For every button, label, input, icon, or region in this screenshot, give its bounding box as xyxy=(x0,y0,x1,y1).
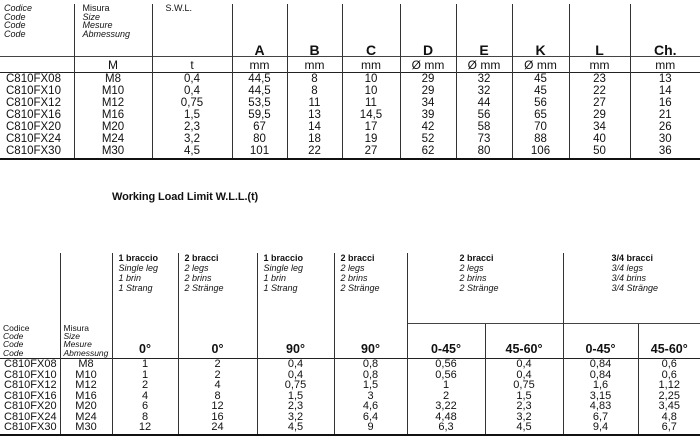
table-row xyxy=(0,422,700,435)
value-cell: 52 xyxy=(400,133,456,145)
value-cell: 21 xyxy=(630,109,700,121)
value-cell: 0,4 xyxy=(257,370,334,381)
dimensions-table xyxy=(0,4,700,160)
value-cell: 1 xyxy=(407,380,485,391)
value-cell: 27 xyxy=(342,145,400,159)
col-header-l: L xyxy=(569,4,630,57)
leg-header-6 xyxy=(563,253,700,324)
value-cell: 2,3 xyxy=(257,401,334,412)
value-cell: 4,5 xyxy=(152,145,232,159)
codice-label: Codice xyxy=(3,322,30,333)
value-cell: 6 xyxy=(112,401,178,412)
leg-header-3 xyxy=(257,253,334,324)
unit-cell: M xyxy=(74,57,152,73)
value-cell: 58 xyxy=(456,121,512,133)
value-cell: 19 xyxy=(342,133,400,145)
value-cell: 13 xyxy=(287,109,342,121)
value-cell: 16 xyxy=(630,97,700,109)
table-row xyxy=(0,133,700,145)
value-cell: 80 xyxy=(232,133,287,145)
mesure-label: Mesure xyxy=(82,20,113,31)
value-cell: 0,56 xyxy=(407,370,485,381)
abmessung-label: Abmessung xyxy=(63,347,109,358)
table-row xyxy=(0,109,700,121)
code-cell: C810FX12 xyxy=(4,379,57,392)
leg-line: 3/4 brins xyxy=(611,273,647,283)
size-cell: M30 xyxy=(60,422,112,435)
value-cell: 0,4 xyxy=(152,85,232,97)
value-cell: 4 xyxy=(112,391,178,402)
value-cell: 3,15 xyxy=(563,391,638,402)
misura-header xyxy=(74,4,152,57)
leg-line: 2 brins xyxy=(459,273,487,283)
table-row xyxy=(0,359,700,370)
value-cell: 8 xyxy=(178,391,257,402)
col-header-ch: Ch. xyxy=(630,4,700,57)
value-cell: 45 xyxy=(512,73,569,86)
value-cell: 32 xyxy=(456,85,512,97)
value-cell: 29 xyxy=(400,73,456,86)
unit-cell: Ø mm xyxy=(512,57,569,73)
value-cell: 53,5 xyxy=(232,97,287,109)
value-cell: 0,75 xyxy=(257,380,334,391)
value-cell: 0,84 xyxy=(563,359,638,370)
codice-header xyxy=(0,4,74,57)
value-cell: 23 xyxy=(569,73,630,86)
value-cell: 0,84 xyxy=(563,370,638,381)
value-cell: 9 xyxy=(334,422,407,435)
value-cell: 62 xyxy=(400,145,456,159)
unit-cell: mm xyxy=(630,57,700,73)
size-cell: M8 xyxy=(60,359,112,370)
value-cell: 9,4 xyxy=(563,422,638,435)
value-cell: 2 xyxy=(178,370,257,381)
codice-label: Codice xyxy=(4,3,33,13)
leg-line: 1 brin xyxy=(118,273,142,283)
value-cell: 34 xyxy=(569,121,630,133)
size-cell: M10 xyxy=(74,85,152,97)
col-header-c: C xyxy=(342,4,400,57)
size-cell: M16 xyxy=(60,391,112,402)
value-cell: 12 xyxy=(112,422,178,435)
value-cell: 8 xyxy=(112,412,178,423)
value-cell: 0,56 xyxy=(407,359,485,370)
leg-line: 3/4 Stränge xyxy=(611,283,659,293)
size-cell: M8 xyxy=(74,73,152,86)
code-cell: C810FX16 xyxy=(4,389,57,402)
size-label: Size xyxy=(82,11,101,22)
value-cell: 3,22 xyxy=(407,401,485,412)
value-cell: 56 xyxy=(456,109,512,121)
leg-line: 2 brins xyxy=(340,273,368,283)
value-cell: 1,6 xyxy=(563,380,638,391)
value-cell: 2 xyxy=(112,380,178,391)
table-row xyxy=(0,145,700,159)
col-header-a: A xyxy=(232,4,287,57)
col-header-b: B xyxy=(287,4,342,57)
leg-line: Single leg xyxy=(263,263,304,273)
value-cell: 56 xyxy=(512,97,569,109)
value-cell: 0,4 xyxy=(485,370,563,381)
unit-cell: mm xyxy=(232,57,287,73)
leg-header-4 xyxy=(334,253,407,324)
code-cell: C810FX20 xyxy=(6,121,61,133)
code-cell: C810FX10 xyxy=(4,368,57,381)
value-cell: 44,5 xyxy=(232,73,287,86)
leg-title: 2 bracci xyxy=(340,253,375,263)
size-cell: M24 xyxy=(60,412,112,423)
value-cell: 22 xyxy=(287,145,342,159)
col-header-k: K xyxy=(512,4,569,57)
wll-title: Working Load Limit W.L.L.(t) xyxy=(112,191,259,203)
size-cell: M30 xyxy=(74,145,152,159)
leg-line: 2 brins xyxy=(184,273,212,283)
code-cell: C810FX12 xyxy=(6,97,61,109)
value-cell: 3,2 xyxy=(152,133,232,145)
value-cell: 18 xyxy=(287,133,342,145)
code-label: Code xyxy=(3,330,24,341)
size-cell: M10 xyxy=(60,370,112,381)
leg-line: 2 legs xyxy=(184,263,209,273)
leg-title: 2 bracci xyxy=(184,253,219,263)
load-limit-table xyxy=(0,253,700,436)
value-cell: 10 xyxy=(342,73,400,86)
table-row xyxy=(0,121,700,133)
value-cell: 4,8 xyxy=(638,412,700,423)
value-cell: 50 xyxy=(569,145,630,159)
size-cell: M24 xyxy=(74,133,152,145)
value-cell: 3 xyxy=(334,391,407,402)
unit-cell: mm xyxy=(342,57,400,73)
value-cell: 14,5 xyxy=(342,109,400,121)
value-cell: 34 xyxy=(400,97,456,109)
leg-line: 3/4 legs xyxy=(611,263,644,273)
angle-cell: 45-60° xyxy=(485,324,563,359)
leg-title: 3/4 bracci xyxy=(611,253,654,263)
value-cell: 1,5 xyxy=(257,391,334,402)
leg-header-5 xyxy=(407,253,563,324)
angle-cell: 90° xyxy=(334,324,407,359)
blank-header xyxy=(0,253,60,324)
value-cell: 6,7 xyxy=(563,412,638,423)
value-cell: 0,75 xyxy=(152,97,232,109)
value-cell: 44,5 xyxy=(232,85,287,97)
abmessung-label: Abmessung xyxy=(82,28,131,39)
value-cell: 27 xyxy=(569,97,630,109)
size-cell: M12 xyxy=(60,380,112,391)
value-cell: 1,5 xyxy=(485,391,563,402)
size-cell: M20 xyxy=(74,121,152,133)
leg-line: 2 legs xyxy=(340,263,365,273)
size-cell: M16 xyxy=(74,109,152,121)
swl-header: S.W.L. xyxy=(152,4,232,57)
leg-line: 2 Stränge xyxy=(184,283,224,293)
code-cell: C810FX20 xyxy=(4,400,57,413)
value-cell: 73 xyxy=(456,133,512,145)
value-cell: 10 xyxy=(342,85,400,97)
value-cell: 16 xyxy=(178,412,257,423)
value-cell: 45 xyxy=(512,85,569,97)
value-cell: 1 xyxy=(112,370,178,381)
code-cell: C810FX24 xyxy=(6,133,61,145)
value-cell: 17 xyxy=(342,121,400,133)
leg-line: 1 Strang xyxy=(263,283,298,293)
angle-cell: 0° xyxy=(112,324,178,359)
code-cell: C810FX24 xyxy=(4,410,57,423)
value-cell: 4 xyxy=(178,380,257,391)
codice-header xyxy=(0,324,60,359)
value-cell: 11 xyxy=(342,97,400,109)
value-cell: 4,6 xyxy=(334,401,407,412)
angle-cell: 0° xyxy=(178,324,257,359)
value-cell: 1,5 xyxy=(334,380,407,391)
angle-cell: 0-45° xyxy=(563,324,638,359)
value-cell: 22 xyxy=(569,85,630,97)
value-cell: 12 xyxy=(178,401,257,412)
unit-cell: Ø mm xyxy=(400,57,456,73)
value-cell: 4,83 xyxy=(563,401,638,412)
value-cell: 3,2 xyxy=(257,412,334,423)
value-cell: 40 xyxy=(569,133,630,145)
value-cell: 101 xyxy=(232,145,287,159)
leg-title: 1 braccio xyxy=(118,253,159,263)
misura-label: Misura xyxy=(63,322,90,333)
value-cell: 24 xyxy=(178,422,257,435)
value-cell: 80 xyxy=(456,145,512,159)
value-cell: 4,5 xyxy=(257,422,334,435)
value-cell: 8 xyxy=(287,73,342,86)
load-limit-body xyxy=(0,359,700,436)
dimensions-body xyxy=(0,73,700,160)
value-cell: 1,12 xyxy=(638,380,700,391)
misura-header xyxy=(60,324,112,359)
value-cell: 0,75 xyxy=(485,380,563,391)
unit-cell: mm xyxy=(287,57,342,73)
table-row xyxy=(0,73,700,86)
angle-cell: 0-45° xyxy=(407,324,485,359)
value-cell: 0,4 xyxy=(485,359,563,370)
leg-line: 1 Strang xyxy=(118,283,153,293)
value-cell: 29 xyxy=(400,85,456,97)
code-cell: C810FX10 xyxy=(6,85,61,97)
value-cell: 26 xyxy=(630,121,700,133)
value-cell: 3,2 xyxy=(485,412,563,423)
value-cell: 4,5 xyxy=(485,422,563,435)
leg-title: 2 bracci xyxy=(459,253,494,263)
value-cell: 2,3 xyxy=(485,401,563,412)
value-cell: 44 xyxy=(456,97,512,109)
value-cell: 6,3 xyxy=(407,422,485,435)
value-cell: 8 xyxy=(287,85,342,97)
value-cell: 36 xyxy=(630,145,700,159)
value-cell: 67 xyxy=(232,121,287,133)
value-cell: 42 xyxy=(400,121,456,133)
unit-cell: t xyxy=(152,57,232,73)
value-cell: 2,3 xyxy=(152,121,232,133)
leg-line: 2 Stränge xyxy=(340,283,380,293)
leg-title: 1 braccio xyxy=(263,253,304,263)
angle-cell: 90° xyxy=(257,324,334,359)
value-cell: 2 xyxy=(178,359,257,370)
leg-header-2 xyxy=(178,253,257,324)
leg-line: 2 Stränge xyxy=(459,283,499,293)
value-cell: 11 xyxy=(287,97,342,109)
col-header-e: E xyxy=(456,4,512,57)
leg-line: 1 brin xyxy=(263,273,287,283)
value-cell: 1 xyxy=(112,359,178,370)
value-cell: 65 xyxy=(512,109,569,121)
value-cell: 3,45 xyxy=(638,401,700,412)
code-cell: C810FX08 xyxy=(6,73,61,85)
leg-line: Single leg xyxy=(118,263,159,273)
table-row xyxy=(0,97,700,109)
value-cell: 0,6 xyxy=(638,359,700,370)
value-cell: 6,7 xyxy=(638,422,700,435)
code-cell: C810FX30 xyxy=(0,145,74,159)
mesure-label: Mesure xyxy=(63,339,92,350)
value-cell: 2,25 xyxy=(638,391,700,402)
leg-line: 2 legs xyxy=(459,263,484,273)
size-cell: M12 xyxy=(74,97,152,109)
size-label: Size xyxy=(63,330,81,341)
value-cell: 0,4 xyxy=(152,73,232,86)
value-cell: 32 xyxy=(456,73,512,86)
value-cell: 59,5 xyxy=(232,109,287,121)
value-cell: 14 xyxy=(630,85,700,97)
value-cell: 14 xyxy=(287,121,342,133)
value-cell: 0,8 xyxy=(334,370,407,381)
code-label: Code xyxy=(3,339,24,350)
size-cell: M20 xyxy=(60,401,112,412)
unit-cell: Ø mm xyxy=(456,57,512,73)
value-cell: 70 xyxy=(512,121,569,133)
value-cell: 1,5 xyxy=(152,109,232,121)
code-label: Code xyxy=(4,11,26,22)
value-cell: 0,6 xyxy=(638,370,700,381)
value-cell: 6,4 xyxy=(334,412,407,423)
leg-header-1 xyxy=(112,253,178,324)
value-cell: 88 xyxy=(512,133,569,145)
code-cell: C810FX30 xyxy=(0,422,60,435)
code-label: Code xyxy=(4,28,26,39)
value-cell: 0,4 xyxy=(257,359,334,370)
misura-label: Misura xyxy=(82,3,110,13)
value-cell: 39 xyxy=(400,109,456,121)
units-row xyxy=(0,57,700,73)
blank-header xyxy=(60,253,112,324)
code-cell: C810FX16 xyxy=(6,109,61,121)
code-label: Code xyxy=(3,347,24,358)
unit-cell: mm xyxy=(569,57,630,73)
value-cell: 30 xyxy=(630,133,700,145)
angle-cell: 45-60° xyxy=(638,324,700,359)
table-row xyxy=(0,85,700,97)
value-cell: 0,8 xyxy=(334,359,407,370)
code-cell: C810FX08 xyxy=(4,358,57,371)
unit-blank xyxy=(0,57,74,73)
value-cell: 4,48 xyxy=(407,412,485,423)
value-cell: 2 xyxy=(407,391,485,402)
col-header-d: D xyxy=(400,4,456,57)
value-cell: 13 xyxy=(630,73,700,86)
code-label: Code xyxy=(4,20,26,31)
value-cell: 106 xyxy=(512,145,569,159)
value-cell: 29 xyxy=(569,109,630,121)
angles-row xyxy=(0,324,700,359)
